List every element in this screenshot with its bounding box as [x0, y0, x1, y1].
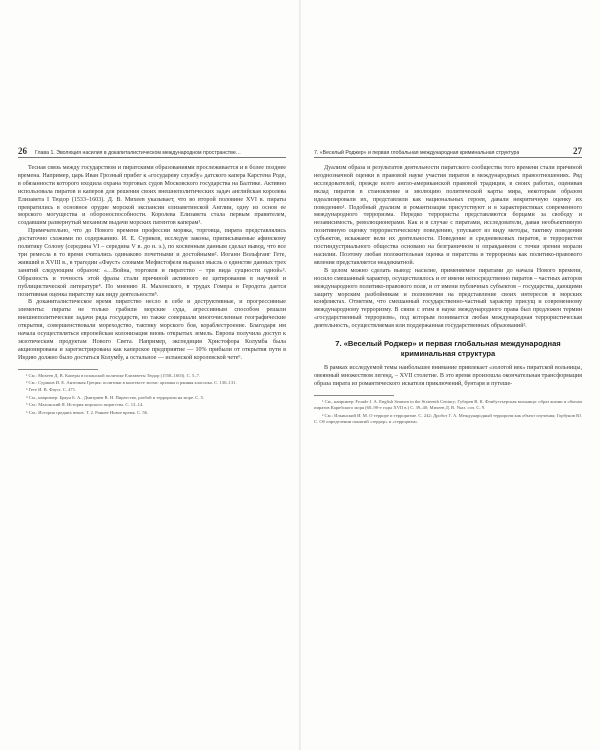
right-footnote-1: ¹ См., например: Froude J. A. English Seamen in the Sixteenth Century; Губарев В. К. Флибустьерская вольница: образ жизни и обычаи пиратов Карибского моря (60–90-е годы XVII в.) С. 39–40; Михеев Д. В. Указ. соч. С. 9. [314, 398, 582, 411]
right-footnote-2: ² См.: Ильинский И. М. О терроре и терроризме. С. 242; Дробот Г. А. Международный терроризм как объект изучения; Горбунов Ю. С. Об определении понятий «террор» и «терроризм». [314, 412, 582, 424]
right-page-number: 27 [573, 146, 582, 156]
left-footnote-3: ³ Гете И. В. Фауст. С. 471. [26, 387, 77, 393]
right-footnote-rule [314, 395, 394, 396]
left-footnote-1: ¹ См.: Михеев Д. В. Каперы в испанской политике Елизаветы Тюдор (1558–1603). С. 5–7. [26, 372, 201, 378]
left-page-header [18, 146, 286, 158]
left-footnote-rule [18, 369, 98, 370]
right-footnotes [314, 399, 582, 426]
left-body-text [18, 165, 286, 363]
right-paragraph-2: В целом можно сделать вывод: насилие, применяемое пиратами до начала Нового времени, носило смешанный характер, осуществлялось и от имени непосредственно пиратов – частных акторов международного политико-правового поля, и от имени публичных субъектов – государства, дающими защиту морским разбойникам и полномочия на представление своих интересов в морских конфликтах. Отметим, что смешанный государственно-частный характер присущ и современному международному терроризму. В связи с этим в науке международного права был предложен термин «государственный терроризм», под которым понимается любая международная террористическая деятельность, осуществляемая или поддержанная государственных образований². [314, 267, 582, 330]
left-paragraph-2: Примечательно, что до Нового времени профессии моряка, торговца, пирата представлялись достаточно схожими по содержанию. И. Е. Суриков, исследуя законы, приписываемые афинскому политику Солону (середина VI – середина V в. до н. э.), по косвенным данным сделал вывод, что все три ремесла в то время считались одинаково почетными и достойными². Иоганн Вольфганг Гете, живший в XVIII в., в трагедии «Фауст» словами Мефистофеля выразил мысль о единстве данных трех занятий следующим образом: «…Война, торговля и пиратство – три вида сущности одной»³. Образность и точность этой фразы стали причиной активного ее цитирования в научной и публицистической литературе⁴. По мнению Я. Махонского, в трудах Гомера и Геродота дается позитивная оценка пиратству как виду деятельности⁵. [18, 228, 286, 298]
left-page [18, 146, 286, 417]
left-footnote-6: ⁶ См.: История средних веков. Т. 2. Раннее Новое время. С. 56. [26, 409, 149, 415]
left-footnote-4: ⁴ См., например: Браун Б. А., Дмитриев В. Н. Пиратство, разбой и терроризм на море. С. 5. [26, 394, 205, 400]
right-page-header [314, 146, 582, 158]
left-footnotes [18, 373, 286, 416]
right-paragraph-3: В рамках исследуемой темы наибольшее внимание привлекает «золотой век» пиратской вольницы, овеянный множеством легенд, – XVII столетие. В это время произошла окончательная трансформация образа пирата из романтического искателя приключений, бунтаря и путеше- [314, 365, 582, 387]
left-paragraph-3: В доканиталистическое время пиратство несло в себе и деструктивные, и прогрессивные элементы: пираты не только грабили морские суда, агрессивным способом решали внешнеполитические задачи ряда государств, но также совершали многочисленные географические открытия, совершенствовали мореходство, тактику морского боя, кораблестроение. Благодаря им начала осуществляться европейская колонизация вновь открытых земель. Европа получила доступ к экзотическим продуктам Нового Света. Например, экспедиция Христофора Колумба была акционирована и зарегистрирована как каперское предприятие — 10% прибыли от открытия пути в Индию должно было достаться Колумбу, а остальное — испанской королевской чете⁶. [18, 299, 286, 361]
section-title: 7. «Веселый Роджер» и первая глобальная международная криминальная структура [335, 339, 561, 359]
right-running-head: 7. «Веселый Роджер» и первая глобальная международная криминальная структура [314, 150, 520, 156]
book-gutter [299, 0, 301, 750]
left-paragraph-1: Тесная связь между государством и пиратскими образованиями прослеживается и в более позднее времена. Например, царь Иван Грозный прибег к «государеву службу» датского капера Карстена Роде, в обязанности которого входила охрана торговых судов Московского государства на Балтике. Активно использовала пиратов и каперов для решения своих внешнеполитических задач английская королева Елизавета I Тюдор (1533–1603). Д. В. Михеев указывает, что во второй половине XVI в. пираты превратились в основное орудие морской экспансии елизаветинской Англии, одну из основ ее морского могущества и обороноспособности. Королева Елизавета стала первым правителем, создавшим развернутый механизм выдачи морских патентов каперам¹. [18, 165, 286, 227]
right-body-text-after [314, 365, 582, 389]
left-footnote-2: ² См.: Суриков И. Е. Античная Греция: политики в контексте эпохи: архаика и ранняя классика. С. 130–131. [26, 380, 237, 386]
right-paragraph-1: Дуализм образа и результатов деятельности пиратского сообщества того времени стали причиной неоднозначной оценки в правовой науке участия пиратов в международных правоотношениях. Ряд исследователей, прежде всего англо-американской правовой традиции, в своих работах, оценивая вклад пиратов в становление и эволюцию политической карты мира, некоторым образом идеализировали их, представляли как национальных героев, давали некритичную оценку их поведению¹. Подобный дуализм и романтизация присутствуют и в характеристиках современного международного терроризма. Нередко террористы представляются борцами за свободу и независимость, революционерами. Как и в случае с пиратами, исследователи, давая необъективную позитивную оценку террористическому поведению, упускают из виду методы, тактику поведения субъектов, искажают вели их деятельности. Поведение и средневековых пиратов, и террористов постиндустриального общества основано на безграничном и оправданном с точки зрения морали насилии. Поэтому любая положительная оценка и пиратства и терроризма как политико-правового явления представляется неадекватной. [314, 165, 582, 266]
left-running-head: Глава 1. Эволюция насилия в докапиталистическом международном пространстве… [35, 150, 241, 156]
left-footnote-5: ⁵ См.: Махонский Я. История морского пиратства. С. 13–14. [26, 402, 144, 408]
left-page-number: 26 [18, 146, 27, 156]
right-page [314, 146, 582, 426]
right-body-text [314, 165, 582, 331]
